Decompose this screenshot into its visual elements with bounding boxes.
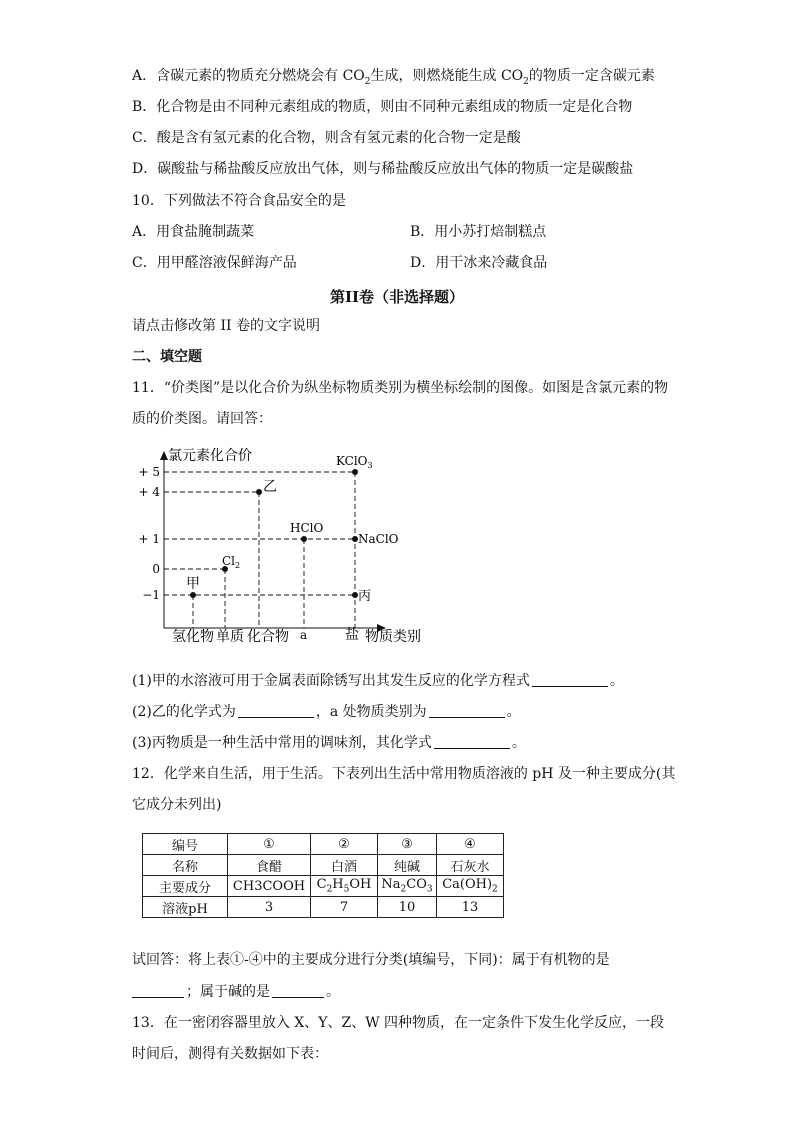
q12-answer-end: 。 xyxy=(326,984,340,1000)
y-tick-zero: 0 xyxy=(152,562,160,576)
table-cell xyxy=(311,876,378,897)
q12-answer-mid: ；属于碱的是 xyxy=(186,984,270,1000)
q9-option-b xyxy=(132,98,632,116)
q10-option-b: B．用小苏打焙制糕点 xyxy=(410,224,547,240)
q9-option-a xyxy=(132,67,655,91)
co2-subscript: 2 xyxy=(523,76,529,87)
q12-stem-line1: 12．化学来自生活，用于生活。下表列出生活中常用物质溶液的 pH 及一种主要成分(其 xyxy=(132,766,676,782)
table-cell: 纯碱 xyxy=(378,855,437,876)
table-header-name: 名称 xyxy=(143,855,228,876)
formula-part: H xyxy=(332,877,344,893)
formula-part: Na xyxy=(381,877,401,893)
valence-category-graph xyxy=(132,443,432,643)
formula-part: CO xyxy=(406,877,427,893)
label-kclo3 xyxy=(336,454,373,470)
label-cl2-main: Cl xyxy=(222,554,236,568)
q9-option-b-letter: B． xyxy=(132,99,157,115)
part-title: 二、填空题 xyxy=(132,349,202,365)
table-cell: 10 xyxy=(378,897,437,918)
q11-stem-line2: 质的价类图。请回答： xyxy=(132,411,272,427)
q10-option-a: A．用食盐腌制蔬菜 xyxy=(132,224,255,240)
label-cl2-sub: 2 xyxy=(235,561,241,570)
x-cat-element: 单质 xyxy=(216,629,244,645)
table-cell: ④ xyxy=(437,834,504,855)
label-hclo: HClO xyxy=(290,521,324,535)
answer-blank-q11-3[interactable] xyxy=(434,734,510,749)
table-header-ph: 溶液pH xyxy=(143,897,228,918)
x-cat-a: a xyxy=(300,628,308,642)
answer-blank-q11-2b[interactable] xyxy=(429,703,505,718)
q13-stem-line2: 时间后，测得有关数据如下表： xyxy=(132,1046,328,1062)
label-yi: 乙 xyxy=(263,479,277,495)
table-cell: CH3COOH xyxy=(228,876,311,897)
q9-option-c-letter: C． xyxy=(132,130,157,146)
answer-blank-q12-organic[interactable] xyxy=(132,983,184,998)
q9-option-b-text: 化合物是由不同种元素组成的物质，则由不同种元素组成的物质一定是化合物 xyxy=(156,99,633,115)
formula-part: OH xyxy=(349,877,372,893)
table-cell xyxy=(378,876,437,897)
section-note: 请点击修改第 II 卷的文字说明 xyxy=(132,318,320,334)
q12-answer-line1: 试回答：将上表①-④中的主要成分进行分类(填编号，下同)：属于有机物的是 xyxy=(132,952,610,968)
table-cell: 石灰水 xyxy=(437,855,504,876)
table-cell: 白酒 xyxy=(311,855,378,876)
q12-stem-line2: 它成分未列出) xyxy=(132,797,222,813)
q11-stem-line1: 11．“价类图”是以化合价为纵坐标物质类别为横坐标绘制的图像。如图是含氯元素的物 xyxy=(132,380,669,396)
table-cell: ③ xyxy=(378,834,437,855)
q11-part1-end: 。 xyxy=(609,673,624,689)
table-row-number xyxy=(143,834,504,855)
q9-option-d-letter: D． xyxy=(132,161,158,177)
y-tick-plus1: + 1 xyxy=(138,532,160,546)
x-axis-title: 物质类别 xyxy=(365,629,421,645)
table-cell: 3 xyxy=(228,897,311,918)
table-header-main: 主要成分 xyxy=(143,876,228,897)
formula-subscript: 2 xyxy=(400,884,407,895)
table-cell: 13 xyxy=(437,897,504,918)
q11-part3-text: (3)丙物质是一种生活中常用的调味剂，其化学式 xyxy=(132,735,432,751)
x-cat-hydride: 氢化物 xyxy=(172,629,214,645)
answer-blank-q11-1[interactable] xyxy=(532,672,608,687)
point-hclo xyxy=(301,536,307,542)
point-jia xyxy=(190,592,196,598)
q9-option-c-text: 酸是含有氢元素的化合物，则含有氢元素的化合物一定是酸 xyxy=(156,130,521,146)
q11-part3 xyxy=(132,734,526,752)
q11-part1-text: (1)甲的水溶液可用于金属表面除锈写出其发生反应的化学方程式 xyxy=(132,673,530,689)
label-kclo3-sub: 3 xyxy=(367,461,373,470)
answer-blank-q11-2a[interactable] xyxy=(238,703,314,718)
q10-stem: 10．下列做法不符合食品安全的是 xyxy=(132,193,346,209)
formula-part: C xyxy=(316,877,327,893)
q9-option-a-text-2: 生成，则燃烧能生成 CO xyxy=(370,68,524,84)
formula-subscript: 5 xyxy=(343,884,350,895)
label-cl2 xyxy=(222,554,240,570)
point-yi xyxy=(256,489,262,495)
table-cell xyxy=(437,876,504,897)
answer-blank-q12-base[interactable] xyxy=(272,983,324,998)
point-kclo3 xyxy=(352,469,358,475)
q11-part3-end: 。 xyxy=(511,735,526,751)
formula-subscript: 2 xyxy=(492,884,498,895)
co2-subscript: 2 xyxy=(364,76,371,87)
table-row-main xyxy=(143,876,504,897)
q12-answer-line2 xyxy=(132,983,340,1001)
table-cell: 7 xyxy=(311,897,378,918)
ph-table xyxy=(142,833,504,918)
formula-subscript: 2 xyxy=(326,884,333,895)
label-bing: 丙 xyxy=(358,589,372,604)
q11-part2 xyxy=(132,703,521,721)
q11-part2-text: (2)乙的化学式为 xyxy=(132,704,236,720)
x-cat-salt: 盐 xyxy=(345,627,359,643)
label-jia: 甲 xyxy=(186,576,200,592)
q10-option-d: D．用干冰来冷藏食品 xyxy=(410,255,548,271)
q9-option-a-text-1: 含碳元素的物质充分燃烧会有 CO xyxy=(156,68,365,84)
formula-part: Ca(OH) xyxy=(442,877,493,893)
x-cat-compound: 化合物 xyxy=(247,629,289,645)
formula-subscript: 3 xyxy=(426,884,433,895)
q9-option-d-text: 碳酸盐与稀盐酸反应放出气体，则与稀盐酸反应放出气体的物质一定是碳酸盐 xyxy=(157,161,634,177)
table-header-number: 编号 xyxy=(143,834,228,855)
q13-stem-line1: 13．在一密闭容器里放入 X、Y、Z、W 四种物质，在一定条件下发生化学反应，一段 xyxy=(132,1015,665,1031)
q11-part2-mid: ，a 处物质类别为 xyxy=(315,704,427,720)
y-axis-title: 氯元素化合价 xyxy=(168,448,252,464)
q10-option-c: C．用甲醛溶液保鲜海产品 xyxy=(132,255,297,271)
q11-part1 xyxy=(132,672,624,690)
section-title: 第II卷（非选择题） xyxy=(329,288,465,306)
q9-option-a-text-3: 的物质一定含碳元素 xyxy=(528,68,655,84)
q9-option-c xyxy=(132,129,521,147)
q9-option-a-letter: A． xyxy=(132,68,157,84)
table-row-ph xyxy=(143,897,504,918)
y-tick-plus5: + 5 xyxy=(138,465,160,479)
table-cell: 食醋 xyxy=(228,855,311,876)
q11-part2-end: 。 xyxy=(506,704,521,720)
table-row-name xyxy=(143,855,504,876)
label-kclo3-main: KClO xyxy=(336,454,368,468)
label-naclo: NaClO xyxy=(358,532,399,546)
y-tick-plus4: + 4 xyxy=(138,485,160,499)
y-tick-minus1: −1 xyxy=(142,588,160,602)
y-axis-arrow xyxy=(160,451,168,460)
table-cell: ① xyxy=(228,834,311,855)
q9-option-d xyxy=(132,160,633,178)
table-cell: ② xyxy=(311,834,378,855)
